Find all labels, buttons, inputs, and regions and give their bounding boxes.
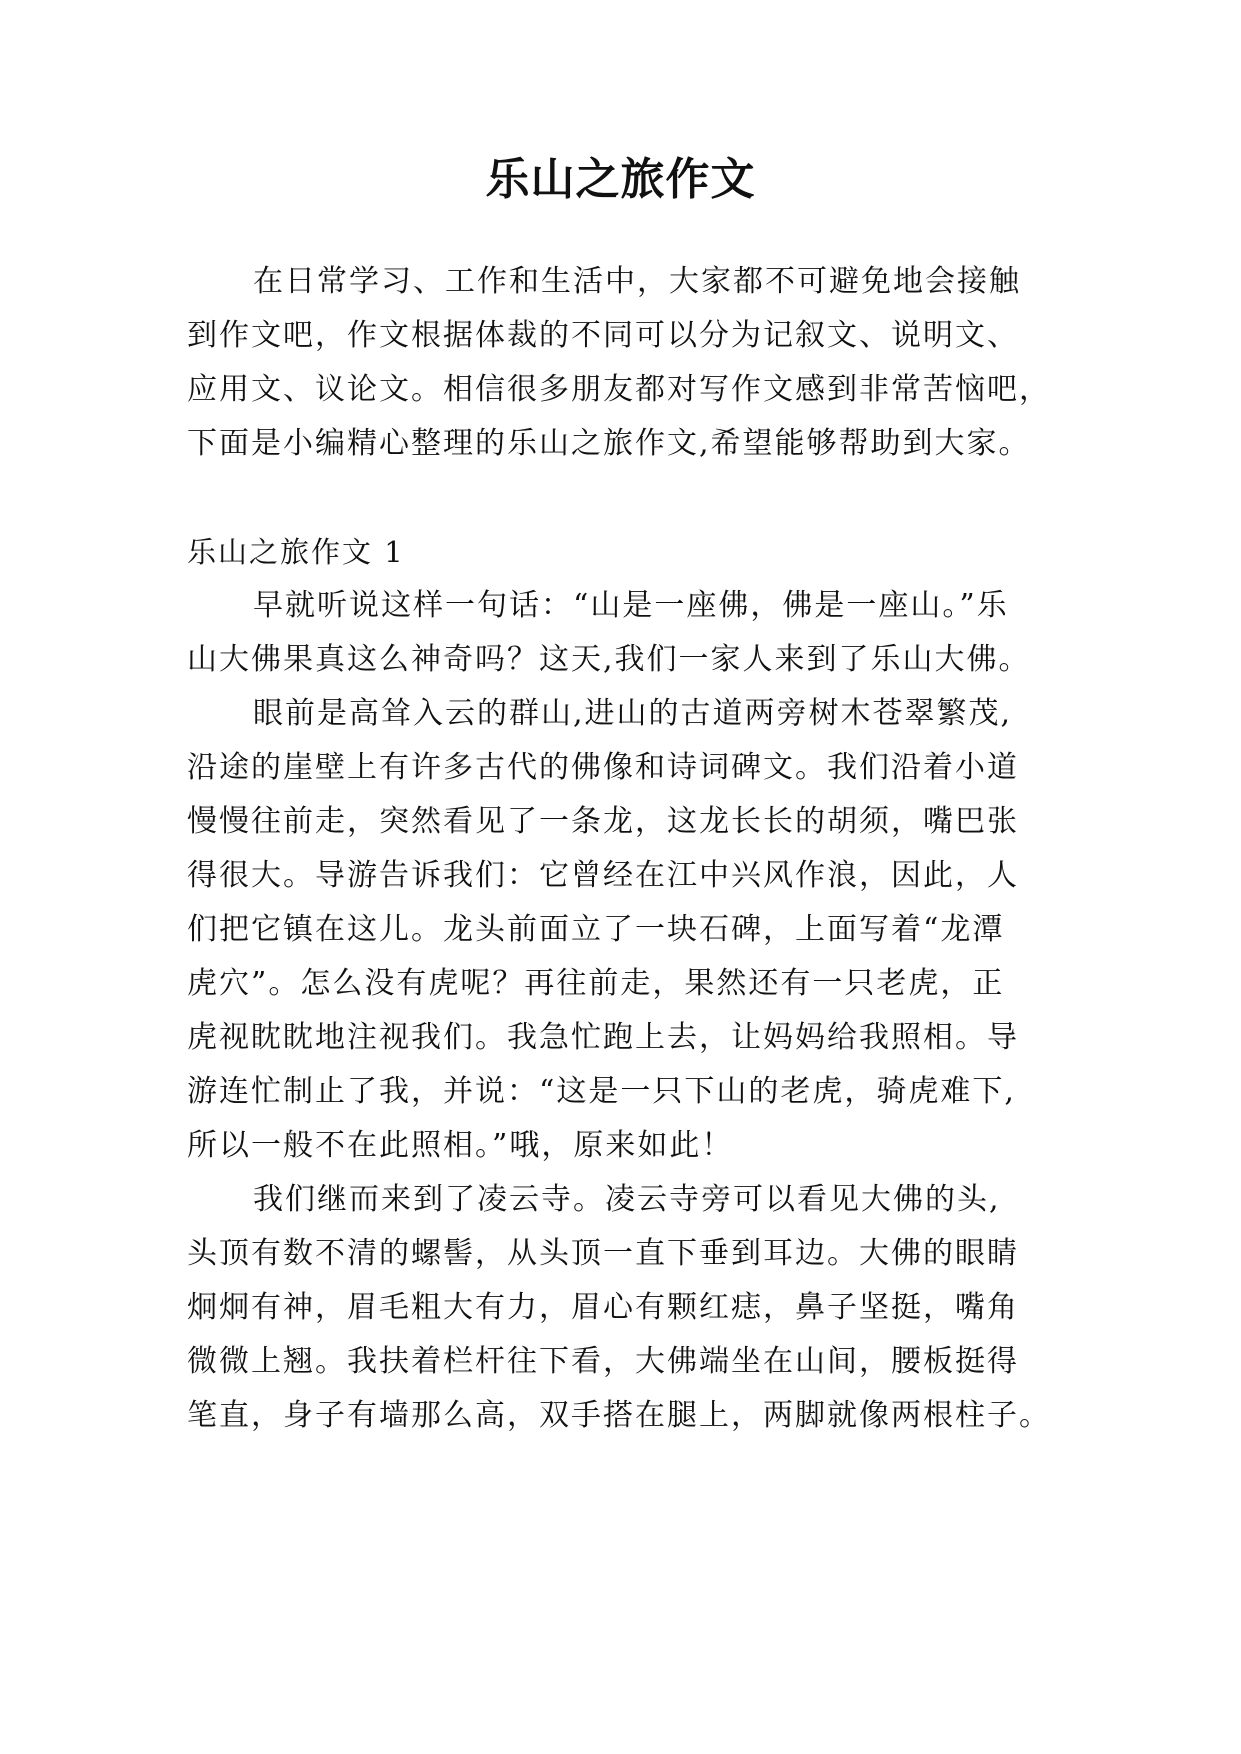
paragraph-line: 头顶有数不清的螺髻，从头顶一直下垂到耳边。大佛的眼睛 — [187, 1236, 1019, 1271]
paragraph-line: 笔直，身子有墙那么高，双手搭在腿上，两脚就像两根柱子。 — [187, 1398, 1051, 1433]
paragraph-line: 们把它镇在这儿。龙头前面立了一块石碑，上面写着“龙潭 — [187, 912, 1005, 947]
paragraph-line: 我们继而来到了凌云寺。凌云寺旁可以看见大佛的头, — [253, 1182, 1001, 1217]
paragraph-line: 虎穴”。怎么没有虎呢？再往前走，果然还有一只老虎，正 — [187, 966, 1005, 1001]
paragraph-line: 虎视眈眈地注视我们。我急忙跑上去，让妈妈给我照相。导 — [187, 1020, 1019, 1055]
paragraph-line: 山大佛果真这么神奇吗？这天,我们一家人来到了乐山大佛。 — [187, 642, 1031, 677]
paragraph-line: 所以一般不在此照相。”哦，原来如此！ — [187, 1128, 734, 1163]
paragraph-line: 眼前是高耸入云的群山,进山的古道两旁树木苍翠繁茂, — [253, 696, 1013, 731]
paragraph-line: 得很大。导游告诉我们：它曾经在江中兴风作浪，因此，人 — [187, 858, 1019, 893]
intro-line: 到作文吧，作文根据体裁的不同可以分为记叙文、说明文、 — [187, 318, 1019, 353]
section-heading: 乐山之旅作文 1 — [187, 535, 405, 569]
intro-line: 下面是小编精心整理的乐山之旅作文,希望能够帮助到大家。 — [187, 426, 1031, 461]
paragraph-line: 早就听说这样一句话：“山是一座佛，佛是一座山。”乐 — [253, 588, 1009, 623]
paragraph-line: 慢慢往前走，突然看见了一条龙，这龙长长的胡须，嘴巴张 — [187, 804, 1019, 839]
intro-line: 在日常学习、工作和生活中，大家都不可避免地会接触 — [253, 264, 1021, 299]
intro-line: 应用文、议论文。相信很多朋友都对写作文感到非常苦恼吧， — [187, 372, 1051, 407]
document-title: 乐山之旅作文 — [485, 154, 756, 205]
paragraph-line: 炯炯有神，眉毛粗大有力，眉心有颗红痣，鼻子坚挺，嘴角 — [187, 1290, 1019, 1325]
paragraph-line: 游连忙制止了我，并说：“这是一只下山的老虎，骑虎难下, — [187, 1074, 1016, 1109]
paragraph-line: 沿途的崖壁上有许多古代的佛像和诗词碑文。我们沿着小道 — [187, 750, 1019, 785]
paragraph-line: 微微上翘。我扶着栏杆往下看，大佛端坐在山间，腰板挺得 — [187, 1344, 1019, 1379]
